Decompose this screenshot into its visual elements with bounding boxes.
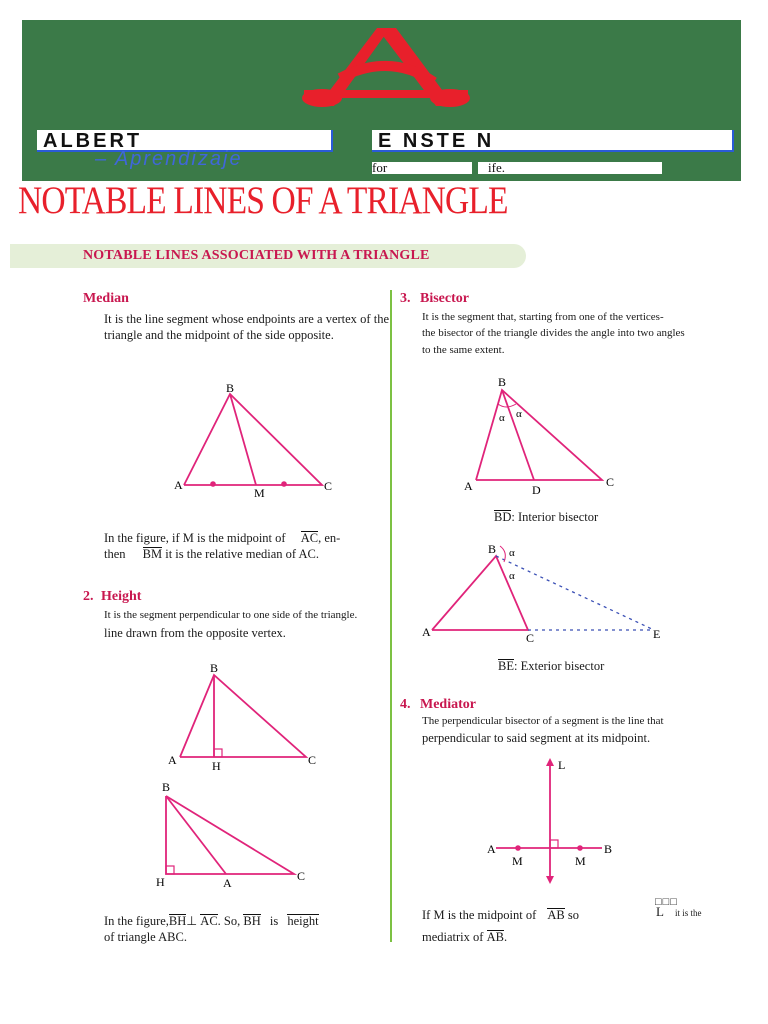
height-note-perp: ⊥	[186, 914, 198, 928]
ib-label-a: A	[464, 479, 473, 493]
mediator-note-2	[422, 929, 507, 945]
med-note-seg: AB	[547, 908, 565, 922]
strip-left: for	[372, 162, 472, 174]
bisector-text-3: to the same extent.	[422, 344, 505, 356]
median-label-b: B	[226, 381, 235, 395]
height2-triangle	[166, 796, 294, 874]
height-title-row	[83, 589, 141, 605]
med-note-a: If M is the midpoint of	[422, 908, 537, 922]
mediator-title: Mediator	[420, 697, 476, 712]
name-right: E NSTE N	[378, 130, 495, 152]
med-arrow-down	[546, 876, 554, 884]
med-note-2a: mediatrix of	[422, 930, 484, 944]
height1-label-b: B	[210, 661, 219, 675]
logo-letter	[0, 0, 1, 1]
page-title: NOTABLE LINES OF A TRIANGLE	[18, 179, 508, 222]
med-label-m1: M	[512, 854, 523, 868]
ib-alpha-1: α	[499, 412, 505, 424]
median-tick-left	[210, 481, 216, 487]
exterior-bisector-figure	[418, 540, 668, 644]
height2-label-h: H	[156, 875, 165, 889]
bisector-text-2: the bisector of the triangle divides the angle into two angles	[422, 327, 685, 339]
median-note-2	[104, 546, 319, 562]
median-note-2a: then	[104, 547, 126, 561]
height-note-2: of triangle ABC.	[104, 930, 187, 944]
ib-triangle	[476, 390, 602, 480]
height-text-1: It is the segment perpendicular to one side of the triangle.	[104, 609, 358, 621]
eb-text: : Exterior bisector	[513, 659, 605, 673]
column-divider	[390, 290, 392, 942]
height-text-2: line drawn from the opposite vertex.	[104, 626, 286, 640]
eb-alpha-1: α	[509, 547, 515, 559]
mediator-text-1: The perpendicular bisector of a segment is the line that	[422, 715, 664, 727]
interior-bisector-caption	[494, 509, 598, 525]
median-figure	[170, 378, 340, 500]
median-note-1b: , en-	[318, 531, 341, 545]
height-note-b: . So,	[217, 914, 241, 928]
median-label-m: M	[254, 486, 265, 500]
height-note-seg2: AC	[200, 914, 218, 928]
mediator-title-row	[400, 697, 476, 713]
eb-alpha-2: α	[509, 570, 515, 582]
eb-label-c: C	[526, 631, 535, 644]
median-text: It is the line segment whose endpoints are a vertex of the triangle and the midpoint of the side opposite.	[104, 312, 389, 342]
height-note-seg3: BH	[243, 914, 261, 928]
med-note-l: L	[656, 904, 664, 919]
name-left: ALBERT	[43, 130, 143, 152]
med-tick-left	[515, 845, 521, 851]
med-note-b: so	[567, 908, 579, 922]
med-tick-right	[577, 845, 583, 851]
eb-triangle	[432, 556, 528, 630]
med-arrow-up	[546, 758, 554, 766]
height1-label-c: C	[308, 753, 317, 767]
ib-seg: BD	[494, 510, 512, 524]
height1-label-a: A	[168, 753, 177, 767]
height2-label-a: A	[223, 876, 232, 890]
mediator-text-2: perpendicular to said segment at its midpoint.	[422, 731, 651, 745]
height2-side	[166, 796, 226, 874]
median-label-c: C	[324, 479, 333, 493]
height2-label-b: B	[162, 780, 171, 794]
eb-label-b: B	[488, 542, 497, 556]
height2-right-angle	[166, 866, 174, 874]
height-figure-2	[150, 778, 320, 894]
eb-label-a: A	[422, 625, 431, 639]
exterior-bisector-caption	[498, 658, 604, 674]
med-note-c: it is the	[675, 908, 702, 918]
median-note-seg2: BM	[142, 547, 163, 561]
bisector-title-row	[400, 291, 469, 307]
med-label-l: L	[558, 758, 566, 772]
bisector-title: Bisector	[420, 291, 469, 306]
ib-text: : Interior bisector	[511, 510, 599, 524]
med-label-b: B	[604, 842, 613, 856]
height-note-1	[104, 913, 319, 929]
height-note-c: is	[269, 914, 279, 928]
med-note-2b: .	[503, 930, 508, 944]
ib-label-c: C	[606, 475, 615, 489]
strip-right	[478, 162, 662, 174]
ib-label-b: B	[498, 375, 507, 389]
med-label-m2: M	[575, 854, 586, 868]
median-label-a: A	[174, 478, 183, 492]
mediator-number: 4.	[400, 697, 411, 712]
height-figure-1	[160, 660, 330, 774]
height1-label-h: H	[212, 759, 221, 773]
name-right-bar	[372, 130, 734, 152]
ib-alpha-2: α	[516, 408, 522, 420]
ribbon-title: NOTABLE LINES ASSOCIATED WITH A TRIANGLE	[83, 248, 430, 263]
height1-right-angle	[214, 749, 222, 757]
height-title: Height	[101, 589, 142, 604]
slogan: – Aprendizaje	[95, 148, 243, 170]
median-title: Median	[83, 291, 129, 306]
ib-label-d: D	[532, 483, 541, 497]
bisector-text-1: It is the segment that, starting from one of the vertices-	[422, 311, 664, 323]
med-note-boxes: □□□	[655, 896, 678, 908]
eb-label-e: E	[653, 627, 661, 641]
height2-label-c: C	[297, 869, 306, 883]
eb-seg: BE	[498, 659, 514, 673]
median-note-2b: it is the relative median of AC.	[165, 547, 320, 561]
mediator-figure	[480, 752, 620, 888]
height-note-seg1: BH	[168, 914, 187, 928]
height1-triangle	[180, 675, 306, 757]
median-tick-right	[281, 481, 287, 487]
height-note-a: In the figure,	[104, 914, 169, 928]
med-right-angle	[550, 840, 558, 848]
mediator-note-1	[422, 907, 579, 923]
height-number: 2.	[83, 589, 94, 604]
interior-bisector-figure	[460, 374, 626, 498]
height-note-d: height	[287, 914, 319, 928]
median-note-seg: AC	[300, 531, 319, 545]
eb-exterior-line	[496, 556, 654, 630]
median-note-1a: In the figure, if M is the midpoint of	[104, 531, 286, 545]
bisector-number: 3.	[400, 291, 411, 306]
med-note-seg2: AB	[486, 930, 504, 944]
strip-right-text: ife.	[488, 160, 505, 175]
med-label-a: A	[487, 842, 496, 856]
median-note-1	[104, 530, 340, 546]
